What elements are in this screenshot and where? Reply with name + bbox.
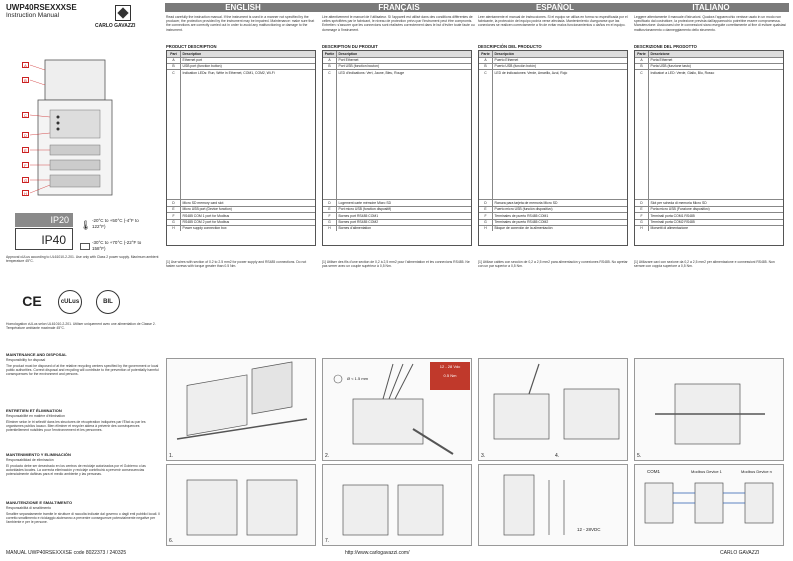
lang-header-french: FRANÇAIS [321,3,477,12]
lang-header-italian: ITALIANO [633,3,789,12]
maint-text-fr: Éliminer selon le tri sélectif dans les structures de récupération indiquées par l'État ou par les organismes publics locaux. Bien éliminer et recycler aidera à prévenir des conséquences potentiellement nuisibles pour l'environnement et les personnes. [6,420,146,433]
parts-table-fr [322,50,472,246]
table-row: B USB port (function button) [167,63,315,69]
figure-5 [634,358,784,461]
table-row: H Morsetti di alimentazione [635,225,783,231]
com1-label: COM1 [647,469,661,474]
storage-temp: -30°C to +70°C (-22°F to 158°F) [92,240,142,251]
figure-6 [166,464,316,546]
lang-header-spanish: ESPAÑOL [477,3,633,12]
table-row: C LED de indicaciones: Verde, Amarillo, Azul, Rojo [479,69,627,199]
torque-spec-badge: 12 - 28 Vdc 0.5 Nm [430,362,470,390]
manual-title: UWP40RSEXXXSE [6,3,77,12]
parts-table-es [478,50,628,246]
figure-7 [322,464,472,546]
table-row: C Indicatori a LED: Verde, Giallo, Blu, Rosso [635,69,783,199]
table-row: G Bornes port RS485 COM2 [323,219,471,225]
modbus-wiring-diagram [634,464,784,546]
table-row: D Ranura para tarjeta de memoria Micro SD [479,199,627,205]
table-row: A Ethernet port [167,57,315,63]
table-row: E Port micro USB (fonction dispositif) [323,206,471,212]
table-header-row: Parte Descripción [479,51,627,57]
callout-g: G [23,178,28,183]
footer-brand: CARLO GAVAZZI [720,550,760,556]
figure-label: 2. [325,453,330,459]
approval-text-en: Approval cULus according to UL61010-2-201. Use only with Class 2 power supply. Maximum ambient temperature 45°C. [6,255,159,264]
intro-english: Read carefully the instruction manual. If the instrument is used in a manner not specified by the producer, the protection provided by the instrument may be impaired. Maintenance: make sure that the connections are correctly carried out in order to avoid any malfunctioning or damage to the instrument. [166,15,315,32]
product-desc-title-en: PRODUCT DESCRIPTION [166,44,217,49]
figure-3-4 [478,358,628,461]
callout-b: B [22,77,29,83]
table-row: D Micro SD memory card slot [167,199,315,205]
maint-title-en: MAINTENANCE AND DISPOSAL [6,352,67,357]
modbus-device-1-label: Modbus Device 1 [691,469,722,474]
table-row: E Micro USB port (Device function) [167,206,315,212]
table-row: G RS485 COM 2 port for Modbus [167,219,315,225]
ip40-badge: IP40 [15,228,73,250]
ce-mark-icon: CE [22,293,42,309]
footer-website-link[interactable]: http://www.carlogavazzi.com/ [345,550,410,556]
lang-header-english: ENGLISH [165,3,321,12]
table-row: E Porta micro USB (Funzione dispositivo) [635,206,783,212]
logo-icon [115,5,131,21]
approval-text-fr: Homologation cULus selon UL61010-2-201. Utiliser uniquement avec une alimentation de Classe 2. Température ambiante maximale 45°C. [6,322,156,331]
storage-box-icon [80,243,90,250]
table-header-row: Partie Description [323,51,471,57]
ip20-badge: IP20 [15,213,73,227]
bus-connector-illustration [323,465,472,546]
power-voltage-label: 12 - 28VDC [577,527,601,532]
maint-text-it: Smaltire separatamente tramite le strutture di raccolta indicate dal governo o dagli enti pubblici locali. Il corretto smaltimento e riciclaggio aiuteranno a prevenire conseguenze potenzialmente negative per l'ambiente e per le persone. [6,512,160,525]
callout-c: C [22,112,29,118]
manual-subtitle: Instruction Manual [6,12,60,19]
table-row: D Slot per scheda di memoria Micro SD [635,199,783,205]
connection-note-es: [1] Utilizar cables con sección de 0,2 a 2,5 mm2 para alimentación y conexiones RS485. No apretar con un par superior a 0,5 Nm. [478,260,628,269]
screwdriver-illustration [479,359,628,461]
modbus-schematic [635,465,784,546]
din-rail-mount-illustration [167,359,316,461]
table-header-row: Part Description [167,51,315,57]
table-row: G Terminali porta COM2 RS485 [635,219,783,225]
table-row: E Puerto micro USB (función dispositivo) [479,206,627,212]
table-row: H Power supply connection box [167,225,315,231]
table-row: H Bornes d'alimentation [323,225,471,231]
maint-text-es: El producto debe ser desechado en los centros de reciclaje autorizados por el Gobierno o las autoridades locales. La correcta eliminación y reciclaje contribuirá a prevenir consecuencias potencialmente dañinas para el medio ambiente y las personas. [6,464,146,477]
brand-logo [95,5,153,33]
figure-label: 7. [325,538,330,544]
maint-subtitle-fr: Responsabilité en matière d'élimination [6,414,65,418]
table-row: F Bornes port RS485 COM1 [323,212,471,218]
certifications [20,290,140,320]
table-row: B Port USB (fonction bouton) [323,63,471,69]
product-desc-title-fr: DESCRIPTION DU PRODUIT [322,44,378,49]
table-row: A Porta Ethernet [635,57,783,63]
power-supply-schematic [479,465,628,546]
figure-label: 3. [481,453,486,459]
modbus-device-n-label: Modbus Device n [741,469,772,474]
connection-note-fr: [1] Utiliser des fils d'une section de 0,2 à 2,5 mm2 pour l'alimentation et les connexions RS485. Ne pas serrer avec un couple supérieur à 0,5 Nm. [322,260,470,269]
wire-diameter-label: Ø < 1.5 mm [347,376,369,381]
intro-spanish: Leer atentamente el manual de instrucciones. Si el equipo se utiliza en forma no especificada por el fabricante, la protección del equipo podría verse afectada. Mantenimiento: Asegurarse que las conexiones se realicen correctamente a fin de evitar malos funcionamientos o daños en el equipo. [478,15,628,28]
callout-h: H [22,190,29,196]
operating-temp: -20°C to +50°C (-4°F to 122°F) [92,218,139,229]
connection-note-en: [1] Use wires with section of 0.2 to 2.5 mm2 for power supply and RS485 connections. Do not fasten screws with torque greater than 0.5 Nm. [166,260,307,269]
cul-mark-icon: cULus [58,290,82,314]
table-row: A Port Ethernet [323,57,471,63]
maint-text-en: The product must be disposed of at the relative recycling centers specified by the government or local public authorities. Correct disposal and recycling will contribute to the prevention of potentially harmful consequences for the environment and persons. [6,364,159,377]
maint-subtitle-en: Responsibility for disposal [6,358,46,362]
table-row: D Logement carte mémoire Micro SD [323,199,471,205]
bil-mark-icon: BIL [96,290,120,314]
table-header-row: Parte Descrizione [635,51,783,57]
table-row: F Terminales de puerto RS485 COM1 [479,212,627,218]
table-row: F RS485 COM 1 port for Modbus [167,212,315,218]
table-row: A Puerto Ethernet [479,57,627,63]
maint-title-es: MANTENIMIENTO Y ELIMINACIÓN [6,452,71,457]
figure-label: 5. [637,453,642,459]
power-wiring-diagram [478,464,628,546]
brand-name: CARLO GAVAZZI [95,23,136,29]
figure-1 [166,358,316,461]
callout-a: A [22,62,29,68]
callout-d: D [22,132,29,138]
maint-title-fr: ENTRETIEN ET ÉLIMINATION [6,408,62,413]
table-row: H Bloque de conexión de la alimentación [479,225,627,231]
parts-table-en [166,50,316,246]
footer-manual-code: MANUAL UWP40RSEXXXSE code 8022373 / 240325 [6,550,127,556]
table-row: C Indication LEDs: Run, Write in Ethernet, COM1, COM2, Wi-Fi [167,69,315,199]
table-row: C LED d'indications: Vert, Jaune, Bleu, Rouge [323,69,471,199]
table-row: B Puerto USB (función botón) [479,63,627,69]
parts-table-it [634,50,784,246]
figure-2 [322,358,472,461]
callout-e: E [22,147,29,153]
rail-connection-illustration [167,465,316,546]
intro-french: Lire attentivement le manuel de l'utilisateur. Si l'appareil est utilisé dans des conditions différentes de celles spécifiées par le fabricant, le niveau de protection prévu par l'instrument peut être compromis. Entretien: s'assurer que les connexions sont réalisées correctement dans le but d'éviter toute faute ou dommage à l'instrument. [322,15,475,32]
figure-label: 4. [555,453,560,459]
callout-f: F [22,162,29,168]
maint-title-it: MANUTENZIONE E SMALTIMENTO [6,500,73,505]
maint-subtitle-es: Responsabilidad de eliminación [6,458,54,462]
connection-note-it: [1] Utilizzare cavi con sezione da 0,2 a 2,5 mm2 per alimentazione e connessioni RS485. Non serrare con coppia superiore a 0,5 Nm. [634,260,775,269]
product-desc-title-es: DESCRIPCIÓN DEL PRODUCTO [478,44,542,49]
mounted-device-illustration [635,359,784,461]
table-row: F Terminali porta COM1 RS485 [635,212,783,218]
product-desc-title-it: DESCRIZIONE DEL PRODOTTO [634,44,697,49]
maint-subtitle-it: Responsabilità di smaltimento [6,506,52,510]
thermometer-icon: 🌡 [80,220,92,230]
table-row: G Terminales de puerto RS485 COM2 [479,219,627,225]
intro-italian: Leggere attentamente il manuale d'istruzioni. Qualora l'apparecchio venisse usato in un modo non specificato dal costruttore, la protezione prevista dall'apparecchio potrebbe essere compromessa. Manutenzione: Assicurarsi che le connessioni siano eseguite correttamente al fine di evitare qualsiasi malfunzionamento o danneggiamento dello strumento. [634,15,786,32]
figure-label: 1. [169,453,174,459]
table-row: B Porta USB (funzione tasto) [635,63,783,69]
figure-label: 6. [169,538,174,544]
